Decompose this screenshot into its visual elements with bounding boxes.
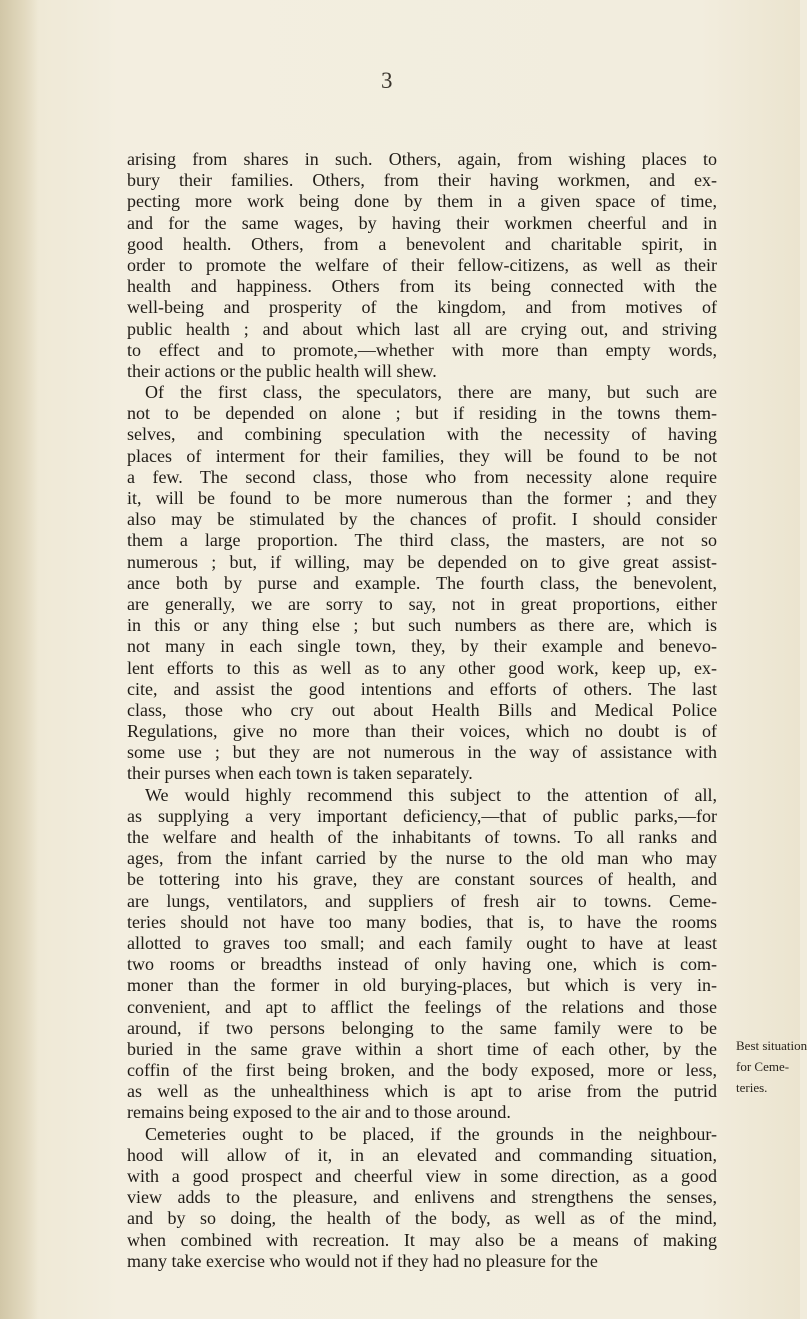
text-line: places of interment for their families, they will be found to be not (127, 445, 717, 466)
text-line: around, if two persons belonging to the same family were to be (127, 1017, 717, 1038)
text-line: cite, and assist the good intentions and efforts of others. The last (127, 678, 717, 699)
text-line: when combined with recreation. It may also be a means of making (127, 1229, 717, 1250)
text-line: and by so doing, the health of the body, as well as of the mind, (127, 1208, 717, 1229)
text-line: health and happiness. Others from its being connected with the (127, 276, 717, 297)
text-line: are generally, we are sorry to say, not in great proportions, either (127, 593, 717, 614)
text-line: selves, and combining speculation with the necessity of having (127, 424, 717, 445)
text-line: Cemeteries ought to be placed, if the grounds in the neighbour- (145, 1123, 717, 1144)
text-line: and for the same wages, by having their workmen cheerful and in (127, 212, 717, 233)
text-line: in this or any thing else ; but such numbers as there are, which is (127, 615, 717, 636)
margin-note (736, 1035, 807, 1099)
page-gutter-shadow (0, 0, 38, 1319)
text-line: with a good prospect and cheerful view in some direction, as a good (127, 1166, 717, 1186)
text-line: their purses when each town is taken separately. (127, 763, 473, 784)
text-line: them a large proportion. The third class, the masters, are not so (127, 530, 717, 551)
text-line: Of the first class, the speculators, there are many, but such are (145, 382, 717, 403)
text-line: it, will be found to be more numerous than the former ; and they (127, 488, 717, 508)
text-line: coffin of the first being broken, and the body exposed, more or less, (127, 1060, 717, 1081)
text-line: pecting more work being done by them in a given space of time, (127, 191, 717, 212)
text-line: well-being and prosperity of the kingdom, and from motives of (127, 297, 717, 318)
text-line: allotted to graves too small; and each family ought to have at least (127, 932, 717, 953)
text-line: We would highly recommend this subject to the attention of all, (145, 784, 717, 805)
text-line: good health. Others, from a benevolent and charitable spirit, in (127, 233, 717, 254)
text-line: their actions or the public health will shew. (127, 360, 437, 381)
margin-note-line: teries. (736, 1080, 768, 1096)
text-line: as supplying a very important deficiency,—that of public parks,—for (127, 805, 717, 826)
text-line: two rooms or breadths instead of only having one, which is com- (127, 954, 717, 975)
text-line: not many in each single town, they, by their example and benevo- (127, 636, 717, 657)
body-text (127, 149, 717, 1272)
text-line: the welfare and health of the inhabitants of towns. To all ranks and (127, 827, 717, 847)
text-line: view adds to the pleasure, and enlivens and strengthens the senses, (127, 1187, 717, 1208)
text-line: convenient, and apt to afflict the feelings of the relations and those (127, 996, 717, 1017)
text-line: are lungs, ventilators, and suppliers of fresh air to towns. Ceme- (127, 890, 717, 911)
text-line: lent efforts to this as well as to any other good work, keep up, ex- (127, 657, 717, 678)
text-line: numerous ; but, if willing, may be depended on to give great assist- (127, 551, 717, 572)
text-line: bury their families. Others, from their having workmen, and ex- (127, 170, 717, 191)
text-line: public health ; and about which last all are crying out, and striving (127, 318, 717, 339)
text-line: ages, from the infant carried by the nurse to the old man who may (127, 848, 717, 869)
text-line: order to promote the welfare of their fellow-citizens, as well as their (127, 254, 717, 275)
text-line: to effect and to promote,—whether with more than empty words, (127, 339, 717, 360)
text-line: arising from shares in such. Others, again, from wishing places to (127, 149, 717, 169)
text-line: a few. The second class, those who from necessity alone require (127, 466, 717, 487)
text-line: as well as the unhealthiness which is apt to arise from the putrid (127, 1081, 717, 1102)
page-number: 3 (381, 68, 393, 93)
text-line: not to be depended on alone ; but if residing in the towns them- (127, 403, 717, 424)
text-line: Regulations, give no more than their voices, which no doubt is of (127, 721, 717, 742)
text-line: moner than the former in old burying-places, but which is very in- (127, 975, 717, 996)
text-line: class, those who cry out about Health Bills and Medical Police (127, 699, 717, 720)
text-line: remains being exposed to the air and to those around. (127, 1102, 511, 1123)
text-line: also may be stimulated by the chances of profit. I should consider (127, 509, 717, 530)
text-line: be tottering into his grave, they are constant sources of health, and (127, 869, 717, 890)
text-line: hood will allow of it, in an elevated and commanding situation, (127, 1144, 717, 1165)
text-line: buried in the same grave within a short time of each other, by the (127, 1038, 717, 1059)
text-line: ance both by purse and example. The fourth class, the benevolent, (127, 572, 717, 593)
margin-note-line: for Ceme- (736, 1059, 790, 1075)
text-line: teries should not have too many bodies, that is, to have the rooms (127, 911, 717, 932)
text-line: many take exercise who would not if they had no pleasure for the (127, 1250, 598, 1271)
margin-note-line: Best situation (736, 1038, 807, 1053)
text-line: some use ; but they are not numerous in the way of assistance with (127, 742, 717, 763)
